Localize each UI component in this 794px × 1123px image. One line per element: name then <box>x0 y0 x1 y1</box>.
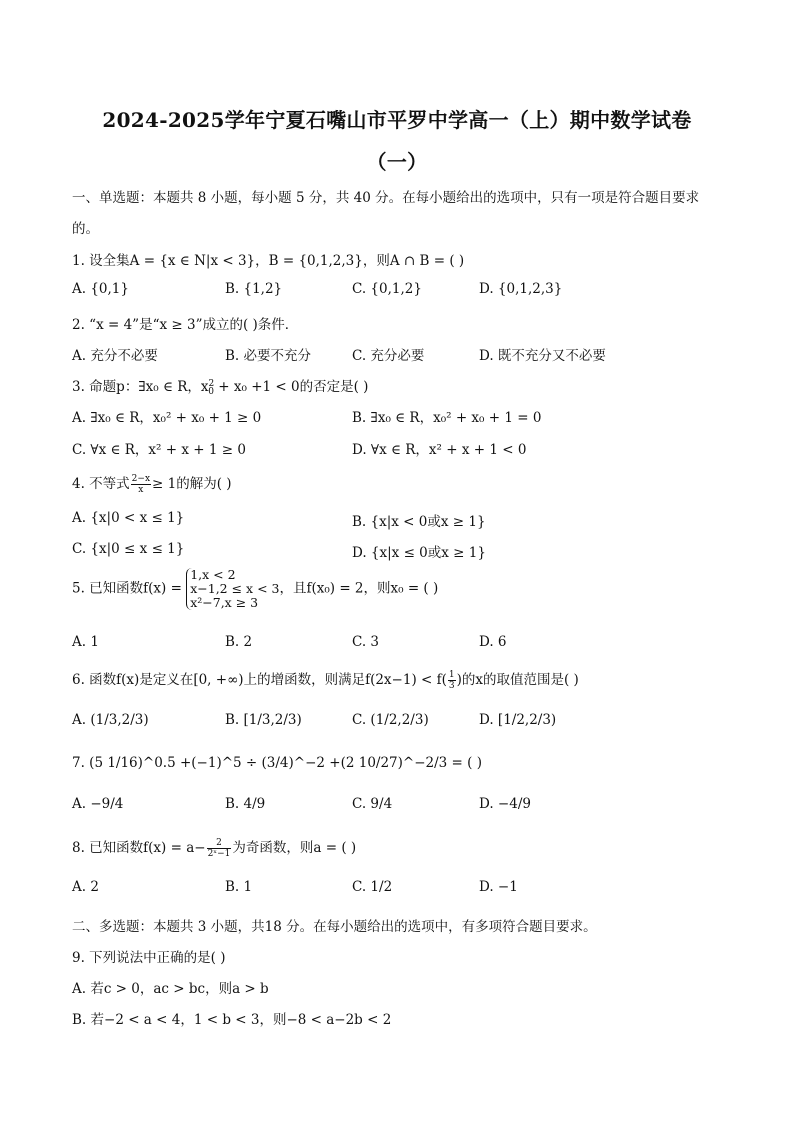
q8-option-b: B. 1 <box>225 879 253 895</box>
q6-fraction: $\frac{1}{3}$ <box>448 670 455 691</box>
q2-option-b: B. 必要不充分 <box>225 348 312 364</box>
q4-option-c: C. {x|0 ≤ x ≤ 1} <box>72 541 185 557</box>
q8-prefix: 8. 已知函数f(x) = a− <box>72 840 206 856</box>
question-2: 2. “x = 4”是“x ≥ 3”成立的( )条件． <box>72 317 299 333</box>
question-1: 1. 设全集A = {x ∈ N|x < 3}，B = {0,1,2,3}，则A ∩ B = ( ) <box>72 253 465 269</box>
exam-title: 2024-2025学年宁夏石嘴山市平罗中学高一（上）期中数学试卷 <box>102 108 692 132</box>
q6-suffix: )的x的取值范围是( ) <box>456 672 579 688</box>
q6-option-a: A. (1/3,2/3) <box>72 712 149 728</box>
q4-suffix: ≥ 1的解为( ) <box>152 476 232 492</box>
q4-option-d: D. {x|x ≤ 0或x ≥ 1} <box>352 545 486 561</box>
q4-fraction: $\frac{2-x}{x}$ <box>131 474 151 495</box>
q1-option-b: B. {1,2} <box>225 281 283 297</box>
section-header-continuation: 的。 <box>72 221 99 237</box>
q1-option-c: C. {0,1,2} <box>352 281 422 297</box>
q9-option-a: A. 若c > 0，ac > bc，则a > b <box>72 981 269 997</box>
q5-option-b: B. 2 <box>225 634 253 650</box>
q8-fraction: $\frac{2}{\text{2ˣ−1}}$ <box>207 838 231 859</box>
q5-piecewise <box>186 568 279 610</box>
q7-option-a: A. −9/4 <box>72 796 124 812</box>
q7-option-c: C. 9/4 <box>352 796 393 812</box>
q3-prefix: 3. 命题p：∃x₀ ∈ R，x <box>72 379 209 395</box>
q7-option-d: D. −4/9 <box>479 796 531 812</box>
q5-case-3: x²−7,x ≥ 3 <box>190 595 259 610</box>
q8-option-a: A. 2 <box>72 879 99 895</box>
question-5 <box>72 568 438 610</box>
section-header-multiple-choice: 二、多选题：本题共 3 小题，共18 分。在每小题给出的选项中，有多项符合题目要求。 <box>72 919 597 935</box>
q9-option-b: B. 若−2 < a < 4，1 < b < 3，则−8 < a−2b < 2 <box>72 1012 392 1028</box>
q2-option-d: D. 既不充分又不必要 <box>479 348 606 364</box>
question-8 <box>72 836 356 859</box>
q1-option-d: D. {0,1,2,3} <box>479 281 563 297</box>
q6-option-d: D. [1/2,2/3) <box>479 712 557 728</box>
q6-option-b: B. [1/3,2/3) <box>225 712 302 728</box>
q6-prefix: 6. 函数f(x)是定义在[0, +∞)上的增函数，则满足f(2x−1) < f( <box>72 672 447 688</box>
q3-option-c: C. ∀x ∈ R，x² + x + 1 ≥ 0 <box>72 442 246 458</box>
q5-case-2: x−1,2 ≤ x < 3 <box>190 581 280 596</box>
q5-case-1: 1,x < 2 <box>190 567 236 582</box>
q6-option-c: C. (1/2,2/3) <box>352 712 429 728</box>
exam-title-part: （一） <box>366 150 428 174</box>
q1-option-a: A. {0,1} <box>72 281 129 297</box>
q3-option-a: A. ∃x₀ ∈ R，x₀² + x₀ + 1 ≥ 0 <box>72 410 262 426</box>
q5-option-d: D. 6 <box>479 634 507 650</box>
q4-option-b: B. {x|x < 0或x ≥ 1} <box>352 514 486 530</box>
q8-option-d: D. −1 <box>479 879 518 895</box>
q3-option-b: B. ∃x₀ ∈ R，x₀² + x₀ + 1 = 0 <box>352 410 542 426</box>
q8-option-c: C. 1/2 <box>352 879 393 895</box>
q2-option-c: C. 充分必要 <box>352 348 425 364</box>
section-header-single-choice: 一、单选题：本题共 8 小题，每小题 5 分，共 40 分。在每小题给出的选项中，只有一项是符合题目要求 <box>72 190 700 206</box>
q5-option-c: C. 3 <box>352 634 380 650</box>
q4-option-a: A. {x|0 < x ≤ 1} <box>72 510 185 526</box>
question-3: 3. 命题p：∃x₀ ∈ R，$x^2_0 + x_0 +1 < 0$的否定是( ) <box>72 379 369 397</box>
q4-prefix: 4. 不等式 <box>72 476 130 492</box>
question-4 <box>72 472 232 495</box>
q3-suffix: + x₀ +1 < 0的否定是( ) <box>214 379 369 395</box>
q2-option-a: A. 充分不必要 <box>72 348 158 364</box>
q5-suffix: ，且f(x₀) = 2，则x₀ = ( ) <box>279 580 439 597</box>
q5-option-a: A. 1 <box>72 634 99 650</box>
q7-option-b: B. 4/9 <box>225 796 266 812</box>
q3-option-d: D. ∀x ∈ R，x² + x + 1 < 0 <box>352 442 527 458</box>
q5-prefix: 5. 已知函数f(x) = <box>72 580 182 597</box>
question-9: 9. 下列说法中正确的是( ) <box>72 950 226 966</box>
question-6 <box>72 668 579 691</box>
q8-suffix: 为奇函数，则a = ( ) <box>232 840 357 856</box>
question-7: 7. (5 1/16)^0.5 +(−1)^5 ÷ (3/4)^−2 +(2 10/27)^−2/3 = ( ) <box>72 755 482 771</box>
